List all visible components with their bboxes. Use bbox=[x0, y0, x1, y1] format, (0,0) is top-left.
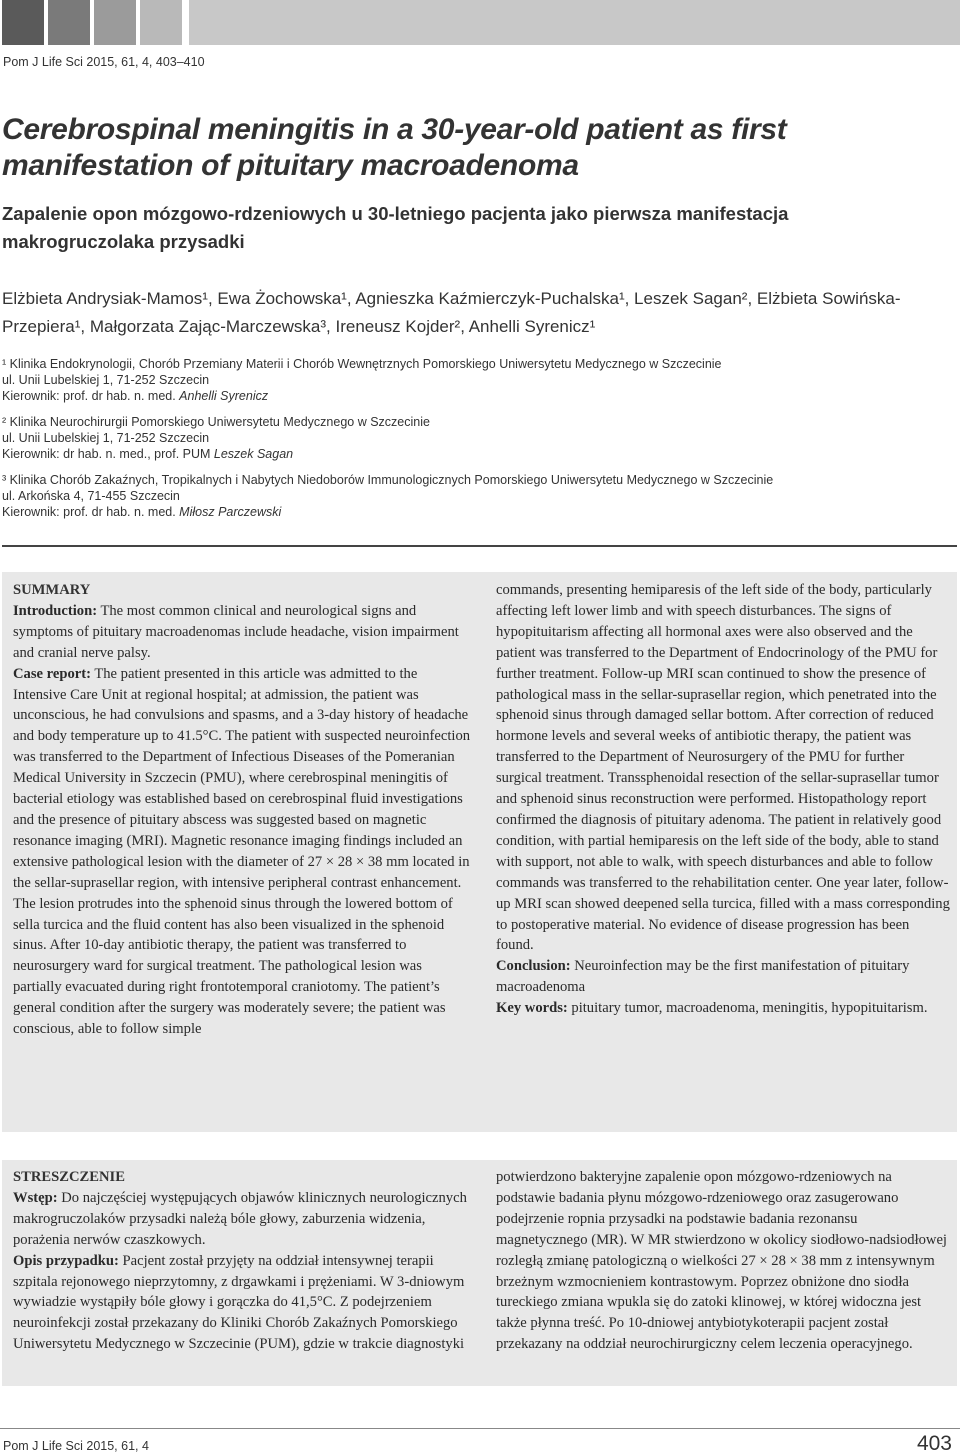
case-report-label: Case report: bbox=[13, 665, 91, 682]
affiliation-head-label: Kierownik: prof. dr hab. n. med. bbox=[2, 505, 180, 519]
streszczenie-heading: STRESZCZENIE bbox=[13, 1169, 125, 1185]
affiliation-name: ¹ Klinika Endokrynologii, Chorób Przemiany Materii i Chorób Wewnętrznych Pomorskiego Uniwersytetu Medycznego w Szczecinie bbox=[2, 357, 722, 371]
keywords-label: Key words: bbox=[496, 1000, 568, 1017]
header-square-1 bbox=[2, 0, 44, 45]
conclusion-label: Conclusion: bbox=[496, 958, 571, 975]
streszczenie-opis bbox=[13, 1251, 473, 1356]
footer-journal-reference: Pom J Life Sci 2015, 61, 4 bbox=[3, 1439, 149, 1453]
streszczenie-right-column bbox=[496, 1167, 950, 1355]
affiliation-head bbox=[2, 446, 952, 462]
summary-heading: SUMMARY bbox=[13, 582, 91, 598]
affiliation-head bbox=[2, 504, 952, 520]
case-report-text: The patient presented in this article was admitted to the Intensive Care Unit at regional hospital; at admission, the patient was unconscious, he had convulsions and spasms, and a 3-day history of headache and body temperature up to 41.5°C. The patient with suspected neuroinfection was transferred to the Department of Infectious Diseases of the Pomeranian Medical University in Szczecin (PMU), where cerebrospinal meningitis of bacterial etiology was established based on cerebrospinal fluid investigations and the presence of pituitary abscess was suggested based on magnetic resonance imaging (MRI). Magnetic resonance imaging findings included an extensive pathological lesion with the diameter of 27 × 28 × 38 mm located in the sellar-suprasellar region, with intensive peripheral contrast enhancement. The lesion protrudes into the sphenoid sinus through the lowered bottom of sella turcica and the fluid content has also been visualized in the sphenoid sinus. After 10-day antibiotic therapy, the patient was transferred to neurosurgery ward for surgical treatment. The pathological lesion was partially evacuated during right frontotemporal craniotomy. The patient’s general condition after the surgery was moderately severe; the patient was conscious, able to follow simple bbox=[13, 665, 471, 1038]
affiliation-head bbox=[2, 388, 952, 404]
header-decoration-bar bbox=[0, 0, 960, 45]
affiliation-address: ul. Unii Lubelskiej 1, 71-252 Szczecin bbox=[2, 431, 210, 445]
affiliation-head-label: Kierownik: prof. dr hab. n. med. bbox=[2, 389, 180, 403]
summary-case-report bbox=[13, 664, 473, 1040]
affiliation-head-label: Kierownik: dr hab. n. med., prof. PUM bbox=[2, 447, 214, 461]
header-gray-band bbox=[189, 0, 960, 45]
streszczenie-wstep bbox=[13, 1188, 473, 1251]
affiliations bbox=[2, 356, 952, 530]
header-square-4 bbox=[140, 0, 182, 45]
introduction-label: Introduction: bbox=[13, 602, 98, 619]
summary-left-column bbox=[13, 580, 473, 1040]
author-list: Elżbieta Andrysiak-Mamos¹, Ewa Żochowska¹, Agnieszka Kaźmierczyk-Puchalska¹, Leszek Sagan², Elżbieta Sowińska-Przepiera¹, Małgorzata Zając-Marczewska³, Ireneusz Kojder², Anhelli Syrenicz¹ bbox=[2, 289, 901, 336]
affiliation-head-name: Miłosz Parczewski bbox=[179, 505, 282, 519]
affiliation-3 bbox=[2, 472, 952, 520]
summary-right-column bbox=[496, 580, 950, 1019]
conclusion-text: Neuroinfection may be the first manifestation of pituitary macroadenoma bbox=[496, 958, 910, 996]
opis-continued: potwierdzono bakteryjne zapalenie opon mózgowo-rdzeniowych na podstawie badania płynu mózgowo-rdzeniowego oraz zasugerowano podejrzenie ropnia przysadki na podstawie badania rezonansu magnetycznego (MR). W MR stwierdzono w okolicy siodłowo-nadsiodłowej rozległą zmianę patologiczną o wielkości 27 × 28 × 38 mm z intensywnym brzeżnym wzmocnieniem kontrastowym. Poprzez obniżone dno siodła tureckiego zmiana wpukla się do zatoki klinowej, w której widoczna jest także płynna treść. Po 10-dniowej antybiotykoterapii pacjent został przekazany na oddział neurochirurgiczny celem leczenia operacyjnego. bbox=[496, 1169, 947, 1353]
summary-keywords bbox=[496, 998, 950, 1019]
affiliation-name: ³ Klinika Chorób Zakaźnych, Tropikalnych i Nabytych Niedoborów Immunologicznych Pomorskiego Uniwersytetu Medycznego w Szczecinie bbox=[2, 473, 774, 487]
article-title: Cerebrospinal meningitis in a 30-year-old patient as first manifestation of pituitary macroadenoma bbox=[2, 113, 787, 182]
introduction-text: The most common clinical and neurological signs and symptoms of pituitary macroadenomas include headache, vision impairment and cranial nerve palsy. bbox=[13, 602, 459, 661]
wstep-text: Do najczęściej występujących objawów klinicznych neurologicznych makrogruczolaków przysadki należą bóle głowy, zaburzenia widzenia, porażenia nerwów czaszkowych. bbox=[13, 1189, 467, 1248]
affiliation-name: ² Klinika Neurochirurgii Pomorskiego Uniwersytetu Medycznego w Szczecinie bbox=[2, 415, 430, 429]
section-divider bbox=[2, 545, 957, 547]
affiliation-address: ul. Unii Lubelskiej 1, 71-252 Szczecin bbox=[2, 373, 210, 387]
opis-text: Pacjent został przyjęty na oddział intensywnej terapii szpitala rejonowego nieprzytomny, z drgawkami i prężeniami. W 3-dniowym wywiadzie wystąpiły bóle głowy i gorączka do 41,5°C. Z podejrzeniem neuroinfekcji został przekazany do Kliniki Chorób Zakaźnych Pomorskiego Uniwersytetu Medycznego w Szczecinie (PUM), gdzie w trakcie diagnostyki bbox=[13, 1252, 465, 1353]
affiliation-head-name: Leszek Sagan bbox=[213, 447, 294, 461]
summary-conclusion bbox=[496, 956, 950, 998]
opis-label: Opis przypadku: bbox=[13, 1252, 119, 1269]
article-title-polish: Zapalenie opon mózgowo-rdzeniowych u 30-letniego pacjenta jako pierwsza manifestacja makrogruczolaka przysadki bbox=[2, 203, 789, 252]
streszczenie-left-column bbox=[13, 1167, 473, 1355]
page-number: 403 bbox=[916, 1432, 952, 1455]
affiliation-address: ul. Arkońska 4, 71-455 Szczecin bbox=[2, 489, 180, 503]
header-square-2 bbox=[48, 0, 90, 45]
journal-reference: Pom J Life Sci 2015, 61, 4, 403–410 bbox=[3, 55, 205, 69]
wstep-label: Wstęp: bbox=[13, 1189, 58, 1206]
summary-introduction bbox=[13, 601, 473, 664]
header-square-3 bbox=[94, 0, 136, 45]
affiliation-2 bbox=[2, 414, 952, 462]
affiliation-1 bbox=[2, 356, 952, 404]
keywords-text: pituitary tumor, macroadenoma, meningitis, hypopituitarism. bbox=[567, 1000, 928, 1017]
affiliation-head-name: Anhelli Syrenicz bbox=[179, 389, 269, 403]
case-report-continued: commands, presenting hemiparesis of the left side of the body, particularly affecting left lower limb and with speech disturbances. The signs of hypopituitarism affecting all hormonal axes were also observed and the patient was transferred to the Department of Endocrinology of the PMU for further treatment. Follow-up MRI scan continued to show the presence of pathological mass in the sellar-suprasellar region, which penetrated into the sphenoid sinus through damaged sellar bottom. After correction of reduced hormone levels and several weeks of antibiotic therapy, the patient was transferred to the Department of Neurosurgery of the PMU for further surgical treatment. Transsphenoidal resection of the sellar-suprasellar tumor and sphenoid sinus reconstruction were performed. Histopathology report confirmed the diagnosis of pituitary adenoma. The patient in relatively good condition, with partial hemiparesis on the left side of the body, able to stand with support, not able to walk, with speech disturbances and able to follow commands was transferred to the rehabilitation center. One year later, follow-up MRI scan showed deepened sella turcica, filled with a mass corresponding to postoperative material. No evidence of disease progression has been found. bbox=[496, 582, 950, 954]
footer-divider bbox=[0, 1428, 960, 1429]
